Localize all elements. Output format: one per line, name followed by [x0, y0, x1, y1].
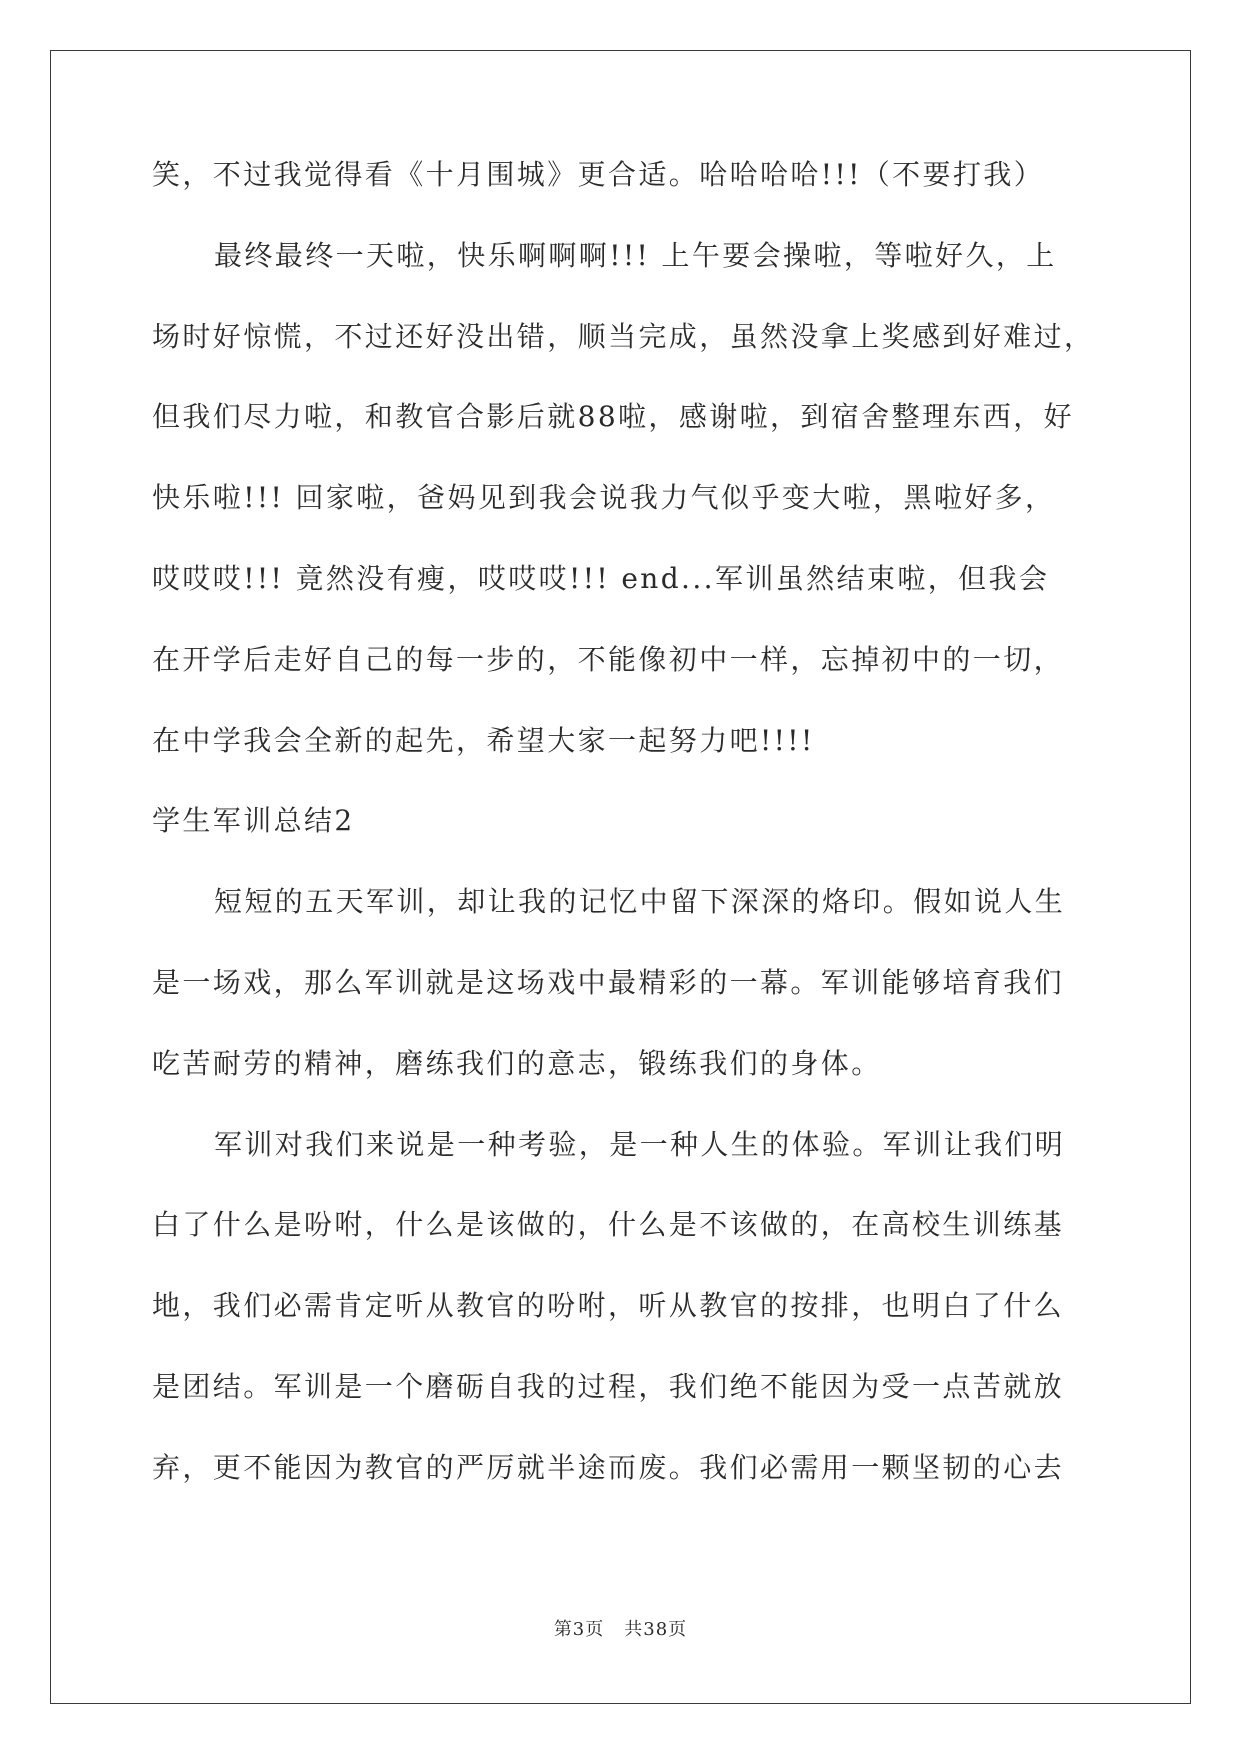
text-line: 快乐啦!!! 回家啦，爸妈见到我会说我力气似乎变大啦，黑啦好多， — [152, 481, 1056, 515]
text-line: 地，我们必需肯定听从教官的吩咐，听从教官的按排，也明白了什么 — [152, 1289, 1065, 1323]
page-total: 共38页 — [624, 1619, 688, 1640]
text-line: 但我们尽力啦，和教官合影后就88啦，感谢啦，到宿舍整理东西，好 — [152, 400, 1075, 434]
text-line: 吃苦耐劳的精神，磨练我们的意志，锻练我们的身体。 — [152, 1046, 882, 1080]
text-line: 笑，不过我觉得看《十月围城》更合适。哈哈哈哈!!!（不要打我） — [152, 158, 1045, 191]
text-line: 短短的五天军训，却让我的记忆中留下深深的烙印。假如说人生 — [214, 885, 1066, 919]
text-line: 是团结。军训是一个磨砺自我的过程，我们绝不能因为受一点苦就放 — [152, 1369, 1065, 1403]
page-number: 第3页 — [553, 1619, 605, 1640]
text-line: 场时好惊慌，不过还好没出错，顺当完成，虽然没拿上奖感到好难过， — [152, 319, 1095, 353]
text-line: 军训对我们来说是一种考验，是一种人生的体验。军训让我们明 — [214, 1127, 1066, 1161]
document-body — [152, 158, 1095, 1534]
text-line: 弃，更不能因为教官的严厉就半途而废。我们必需用一颗坚韧的心去 — [152, 1450, 1065, 1484]
text-line: 在开学后走好自己的每一步的，不能像初中一样，忘掉初中的一切， — [152, 642, 1065, 676]
section-heading: 学生军训总结2 — [152, 804, 355, 838]
text-line: 是一场戏，那么军训就是这场戏中最精彩的一幕。军训能够培育我们 — [152, 965, 1065, 999]
text-line: 白了什么是吩咐，什么是该做的，什么是不该做的，在高校生训练基 — [152, 1208, 1065, 1242]
text-line: 最终最终一天啦，快乐啊啊啊!!! 上午要会操啦，等啦好久，上 — [214, 238, 1057, 272]
text-line: 在中学我会全新的起先，希望大家一起努力吧!!!! — [152, 723, 815, 757]
text-line: 哎哎哎!!! 竟然没有瘦，哎哎哎!!! end...军训虽然结束啦，但我会 — [152, 561, 1050, 595]
page-footer — [0, 1615, 1241, 1641]
